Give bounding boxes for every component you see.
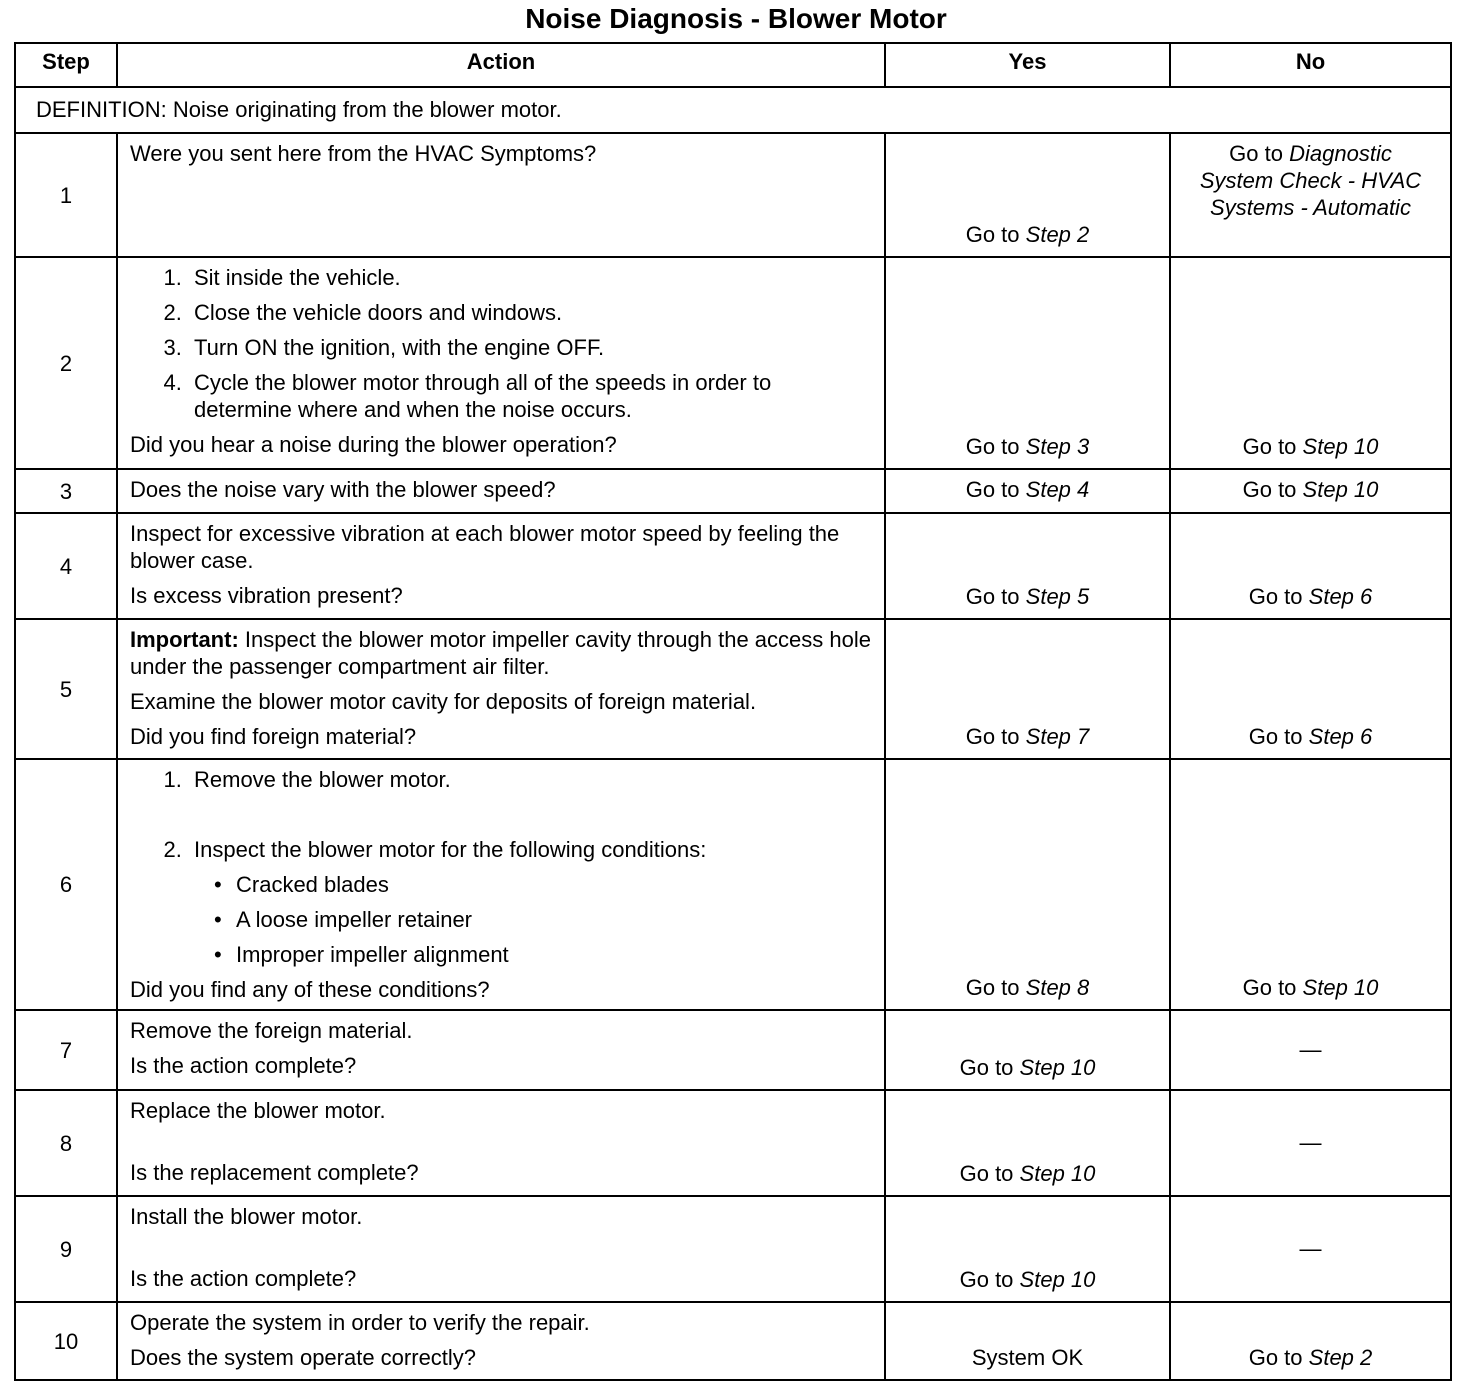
action-cell xyxy=(117,1196,885,1302)
yes-cell xyxy=(885,513,1170,619)
header-no: No xyxy=(1170,43,1451,87)
no-cell xyxy=(1170,619,1451,759)
yes-cell xyxy=(885,257,1170,469)
diagnosis-table xyxy=(14,42,1452,1381)
go-to-label: Go to xyxy=(1242,434,1297,459)
go-to-label: Go to xyxy=(965,724,1020,749)
action-cell xyxy=(117,469,885,513)
no-link-line[interactable]: System Check - HVAC xyxy=(1199,168,1422,193)
step-number: 2 xyxy=(15,257,117,469)
go-to-label: Go to xyxy=(959,1055,1014,1080)
bullet-item: • A loose impeller retainer xyxy=(230,906,874,933)
yes-cell xyxy=(885,1196,1170,1302)
question-text: Is the replacement complete? xyxy=(130,1160,419,1185)
go-to-label: Go to xyxy=(1242,477,1297,502)
yes-cell xyxy=(885,1010,1170,1090)
action-cell xyxy=(117,257,885,469)
header-row xyxy=(15,43,1451,87)
table-row xyxy=(15,1196,1451,1302)
action-cell xyxy=(117,619,885,759)
no-link[interactable]: Step 10 xyxy=(1302,434,1379,459)
action-cell xyxy=(117,1302,885,1380)
action-text: Remove the foreign material. xyxy=(130,1018,413,1043)
no-cell xyxy=(1170,133,1451,257)
condition-list xyxy=(194,871,874,968)
table-row xyxy=(15,513,1451,619)
list-spacer xyxy=(188,801,874,828)
go-to-label: Go to xyxy=(965,434,1020,459)
action-text: Were you sent here from the HVAC Symptoms? xyxy=(130,141,597,166)
definition-row xyxy=(15,87,1451,133)
step-number: 10 xyxy=(15,1302,117,1380)
no-cell xyxy=(1170,759,1451,1010)
question-text: Does the system operate correctly? xyxy=(130,1345,477,1370)
header-yes: Yes xyxy=(885,43,1170,87)
no-cell xyxy=(1170,1302,1451,1380)
go-to-label: Go to xyxy=(1248,1345,1303,1370)
yes-link[interactable]: Step 10 xyxy=(1019,1055,1096,1080)
table-row xyxy=(15,257,1451,469)
action-cell xyxy=(117,1010,885,1090)
spacer xyxy=(130,1132,874,1159)
yes-link[interactable]: Step 5 xyxy=(1025,584,1090,609)
step-number: 8 xyxy=(15,1090,117,1196)
yes-link[interactable]: Step 10 xyxy=(1019,1267,1096,1292)
step-number: 4 xyxy=(15,513,117,619)
question-text: Is the action complete? xyxy=(130,1053,357,1078)
yes-link[interactable]: Step 2 xyxy=(1025,222,1090,247)
list-item: 1. Remove the blower motor. xyxy=(188,766,874,793)
list-item xyxy=(188,836,874,968)
yes-cell xyxy=(885,133,1170,257)
go-to-label: Go to xyxy=(965,477,1020,502)
header-action: Action xyxy=(117,43,885,87)
list-item: 1. Sit inside the vehicle. xyxy=(188,264,874,291)
page-title: Noise Diagnosis - Blower Motor xyxy=(525,3,947,34)
yes-link[interactable]: Step 10 xyxy=(1019,1161,1096,1186)
action-text: Inspect for excessive vibration at each blower motor speed by feeling the blower case. xyxy=(130,521,840,573)
question-text: Is excess vibration present? xyxy=(130,583,403,608)
action-cell xyxy=(117,513,885,619)
table-row xyxy=(15,469,1451,513)
yes-link[interactable]: Step 7 xyxy=(1025,724,1090,749)
action-text: Operate the system in order to verify the repair. xyxy=(130,1310,590,1335)
no-cell xyxy=(1170,257,1451,469)
list-item: 2. Close the vehicle doors and windows. xyxy=(188,299,874,326)
important-note xyxy=(130,626,874,680)
action-list xyxy=(130,766,874,968)
no-link[interactable]: Step 6 xyxy=(1308,724,1373,749)
step-number: 6 xyxy=(15,759,117,1010)
go-to-label: Go to xyxy=(959,1161,1014,1186)
go-to-label: Go to xyxy=(1229,141,1283,166)
list-item: 3. Turn ON the ignition, with the engine OFF. xyxy=(188,334,874,361)
yes-link[interactable]: Step 4 xyxy=(1025,477,1090,502)
no-cell xyxy=(1170,469,1451,513)
question-text: Does the noise vary with the blower speed? xyxy=(130,477,556,502)
no-cell: — xyxy=(1170,1090,1451,1196)
action-cell xyxy=(117,1090,885,1196)
table-row xyxy=(15,759,1451,1010)
yes-cell xyxy=(885,469,1170,513)
step-number: 3 xyxy=(15,469,117,513)
table-row xyxy=(15,1302,1451,1380)
yes-cell xyxy=(885,619,1170,759)
go-to-label: Go to xyxy=(1242,975,1297,1000)
yes-cell xyxy=(885,759,1170,1010)
go-to-label: Go to xyxy=(959,1267,1014,1292)
no-link[interactable]: Diagnostic xyxy=(1289,141,1392,166)
no-cell xyxy=(1170,513,1451,619)
no-link[interactable]: Step 6 xyxy=(1308,584,1373,609)
list-item-text: Inspect the blower motor for the following conditions: xyxy=(194,837,707,862)
no-link[interactable]: Step 2 xyxy=(1308,1345,1373,1370)
important-text: Inspect the blower motor impeller cavity through the access hole under the passenger compartment air filter. xyxy=(130,627,871,679)
step-number: 5 xyxy=(15,619,117,759)
question-text: Did you find any of these conditions? xyxy=(130,977,490,1002)
step-number: 1 xyxy=(15,133,117,257)
yes-link[interactable]: Step 8 xyxy=(1025,975,1090,1000)
action-cell xyxy=(117,133,885,257)
go-to-label: Go to xyxy=(965,584,1020,609)
go-to-label: Go to xyxy=(1248,724,1303,749)
step-number: 9 xyxy=(15,1196,117,1302)
step-number: 7 xyxy=(15,1010,117,1090)
definition-text: DEFINITION: Noise originating from the blower motor. xyxy=(15,87,1451,133)
no-link[interactable]: Step 10 xyxy=(1302,477,1379,502)
no-cell: — xyxy=(1170,1196,1451,1302)
header-step: Step xyxy=(15,43,117,87)
bullet-item: • Cracked blades xyxy=(230,871,874,898)
action-text: Replace the blower motor. xyxy=(130,1098,386,1123)
action-cell xyxy=(117,759,885,1010)
no-link-line[interactable]: Systems - Automatic xyxy=(1210,195,1411,220)
table-row xyxy=(15,133,1451,257)
go-to-label: Go to xyxy=(965,222,1020,247)
no-cell: — xyxy=(1170,1010,1451,1090)
action-text: Examine the blower motor cavity for deposits of foreign material. xyxy=(130,689,757,714)
go-to-label: Go to xyxy=(965,975,1020,1000)
spacer xyxy=(130,1238,874,1265)
action-text: Install the blower motor. xyxy=(130,1204,363,1229)
action-list xyxy=(130,264,874,423)
yes-cell: System OK xyxy=(885,1302,1170,1380)
table-row xyxy=(15,1010,1451,1090)
question-text: Did you hear a noise during the blower operation? xyxy=(130,432,617,457)
table-row xyxy=(15,1090,1451,1196)
yes-cell xyxy=(885,1090,1170,1196)
important-label: Important: xyxy=(130,627,239,652)
question-text: Did you find foreign material? xyxy=(130,724,417,749)
list-item: 4. Cycle the blower motor through all of the speeds in order to determine where and when the noise occurs. xyxy=(188,369,874,423)
bullet-item: • Improper impeller alignment xyxy=(230,941,874,968)
no-link[interactable]: Step 10 xyxy=(1302,975,1379,1000)
table-row xyxy=(15,619,1451,759)
yes-link[interactable]: Step 3 xyxy=(1025,434,1090,459)
question-text: Is the action complete? xyxy=(130,1266,357,1291)
go-to-label: Go to xyxy=(1248,584,1303,609)
